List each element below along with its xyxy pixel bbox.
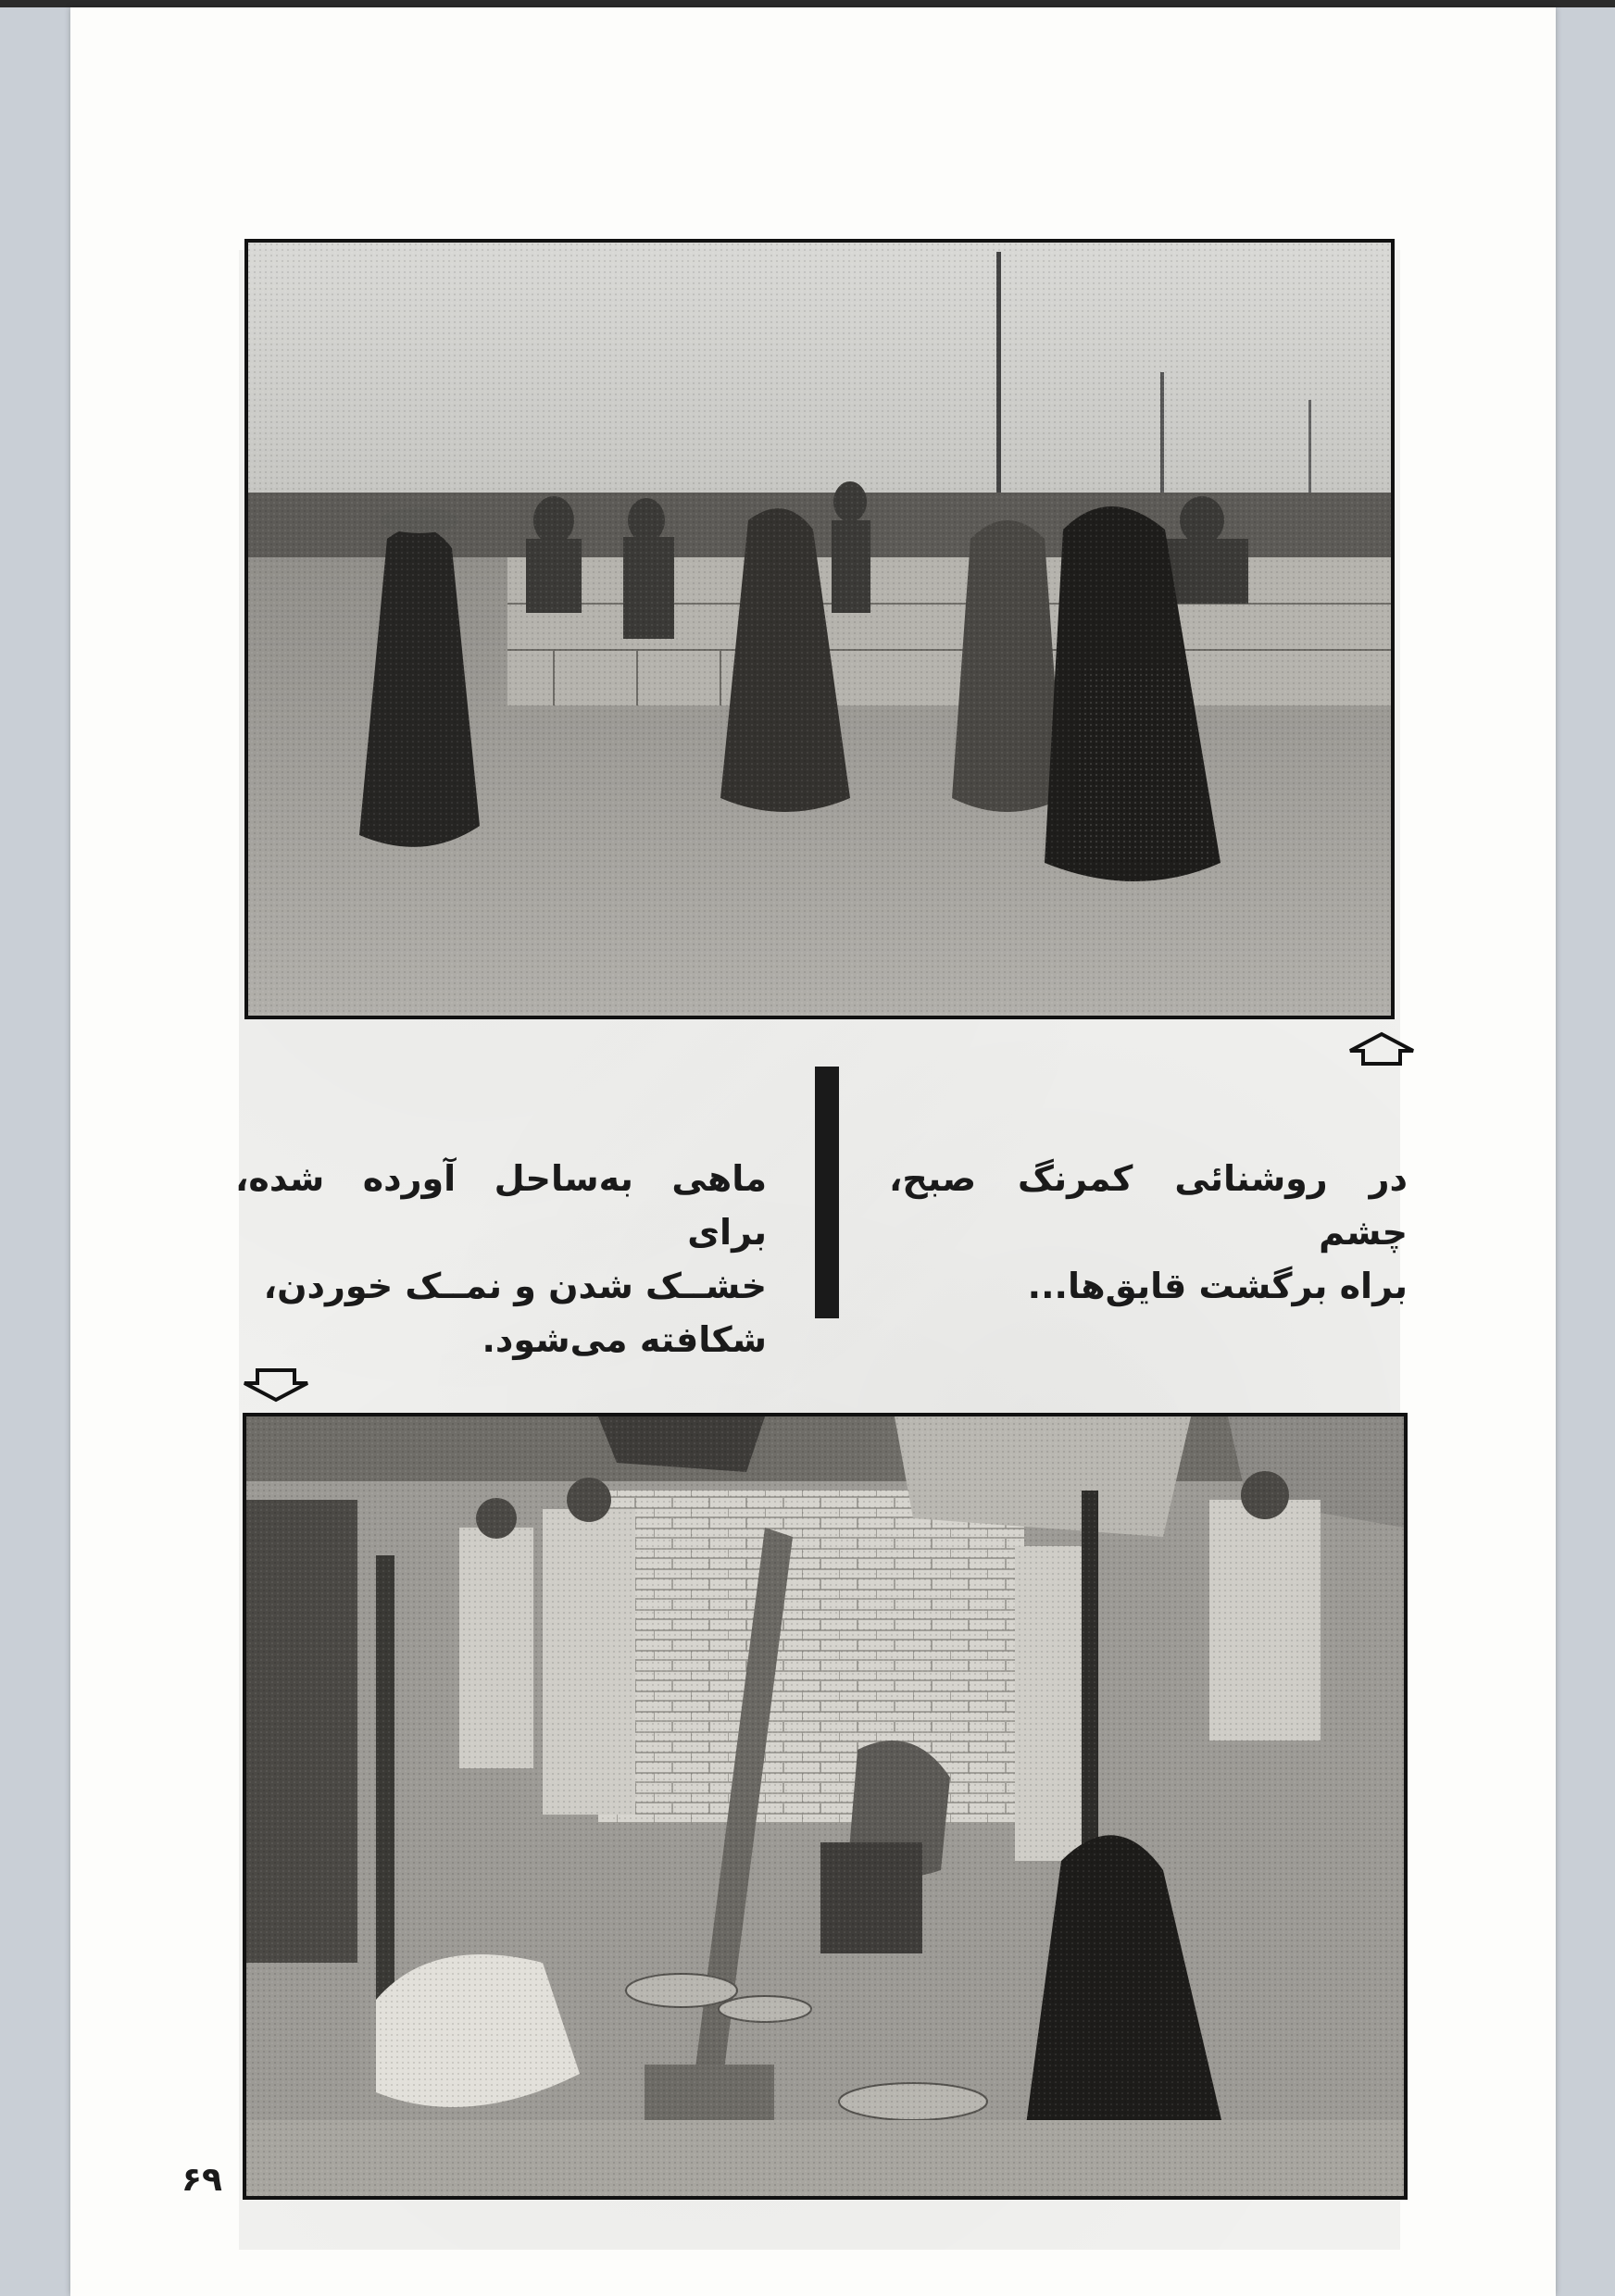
photo-fish-market — [243, 1413, 1408, 2200]
caption-left-line: خشــک شدن و نمــک خوردن، — [263, 1266, 767, 1306]
arrow-down-icon — [241, 1366, 311, 1404]
scan-edge — [0, 0, 1615, 7]
photo-women-on-beach-image — [248, 243, 1391, 1016]
arrow-up-icon — [1346, 1030, 1417, 1067]
caption-right-line: براه برگشت قایق‌ها... — [1027, 1266, 1408, 1306]
page-number: ۶۹ — [182, 2161, 222, 2199]
caption-divider — [815, 1067, 839, 1318]
caption-right-line: در روشنائی کمرنگ صبح، چشم — [889, 1158, 1408, 1253]
photo-women-on-beach — [244, 239, 1395, 1019]
caption-left-line: شکافته می‌شود. — [482, 1319, 767, 1360]
caption-right — [889, 1152, 1408, 1313]
caption-left-line: ماهی به‌ساحل آورده شده، برای — [235, 1158, 767, 1253]
caption-left — [235, 1152, 767, 1366]
photo-fish-market-image — [246, 1416, 1404, 2196]
